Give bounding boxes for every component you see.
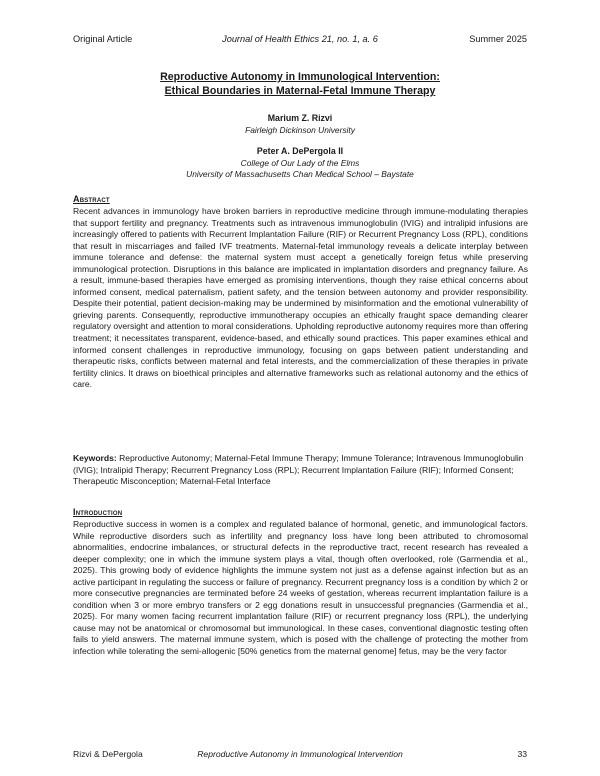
author-block-2 [73,146,527,181]
keywords-text: Reproductive Autonomy; Maternal-Fetal Immune Therapy; Immune Tolerance; Intravenous Immunoglobulin (IVIG); Intralipid Therapy; Recurrent Pregnancy Loss (RPL); Recurrent Implantation Failure (RIF); Informed Consent; Therapeutic Misconception; Maternal-Fetal Interface [73,453,524,487]
author-name: Marium Z. Rizvi [267,113,333,123]
journal-citation: Journal of Health Ethics 21, no. 1, a. 6 [222,34,378,44]
page-number: 33 [517,749,527,759]
article-type: Original Article [73,34,133,44]
issue-date: Summer 2025 [469,34,527,44]
running-title: Reproductive Autonomy in Immunological Intervention [197,749,403,759]
paper-title [73,70,527,98]
abstract-heading: Abstract [73,194,110,204]
keywords [73,453,528,488]
author-affiliation: College of Our Lady of the Elms [240,157,360,168]
footer-authors: Rizvi & DePergola [73,749,143,759]
title-line-1: Reproductive Autonomy in Immunological Intervention: [160,71,440,83]
author-affiliation: University of Massachusetts Chan Medical School – Baystate [186,169,414,179]
title-line-2: Ethical Boundaries in Maternal-Fetal Immune Therapy [164,85,436,97]
abstract-text: Recent advances in immunology have broken barriers in reproductive medicine through immune-modulating therapies that support fertility and pregnancy. Treatments such as intravenous immunoglobulin (IVIG) and intralipid infusions are increasingly offered to patients with Recurrent Implantation Failure (RIF) or Recurrent Pregnancy Loss (RPL), conditions that result in miscarriages and failed IVF treatments. Maternal-fetal immunology reveals a delicate interplay between immune tolerance and defense: the maternal system must accept a genetically foreign fetus while preserving immunological protection. Disruptions in this balance are implicated in implantation disorders and pregnancy failure. As a result, immune-based therapies have emerged as promising interventions, though they raise ethical concerns about informed consent, medical paternalism, patient safety, and the tension between autonomy and provider responsibility. Despite their potential, patient decision-making may be undermined by misinformation and the emotional vulnerability of grieving parents. Consequently, reproductive immunotherapy occupies an ethically fraught space demanding clearer regulatory oversight and attention to moral considerations. Upholding reproductive autonomy requires more than offering treatment; it necessitates transparent, evidence-based, and ethically sound practices. This paper examines ethical and informed consent challenges in reproductive immunology, focusing on gaps between patient understanding and therapeutic risks, conflicts between maternal and fetal interests, and the commercialization of these therapies in private fertility clinics. It draws on bioethical principles and alternative frameworks such as relational autonomy and the ethics of care. [73,206,528,390]
author-affiliation: Fairleigh Dickinson University [245,124,355,135]
page-header [73,34,527,48]
introduction-heading: Introduction [73,507,123,517]
author-name: Peter A. DePergola II [256,146,344,156]
introduction-text: Reproductive success in women is a complex and regulated balance of hormonal, genetic, and immunological factors. While reproductive disorders such as infertility and pregnancy loss have long been attributed to chromosomal abnormalities, endocrine imbalances, or structural defects in the reproductive tract, recent research has revealed a deeper complexity; one in which the immune system plays a vital, though often overlooked, role (Garmendia et al., 2025). This growing body of evidence highlights the immune system not just as a defense against infection but as an active participant in regulating the success or failure of pregnancy. Recurrent pregnancy loss is a condition by which 2 or more consecutive pregnancies are terminated before 24 weeks of gestation, whereas recurrent implantation failure is a condition when 3 or more embryo transfers or 2 egg donations result in unsuccessful pregnancies (Garmendia et al., 2025). For many women facing recurrent implantation failure (RIF) or recurrent pregnancy loss (RPL), the underlying cause may not be anatomical or chromosomal but immunological. In these cases, conventional diagnostic testing often fails to yield answers. The maternal immune system, which is posed with the challenge of protecting the mother from infection while tolerating the semi-allogenic [50% genetics from the maternal genome] fetus, may be the very factor [73,519,528,657]
page-footer [73,749,527,761]
keywords-label: Keywords: [73,453,117,463]
author-block-1 [73,113,527,136]
